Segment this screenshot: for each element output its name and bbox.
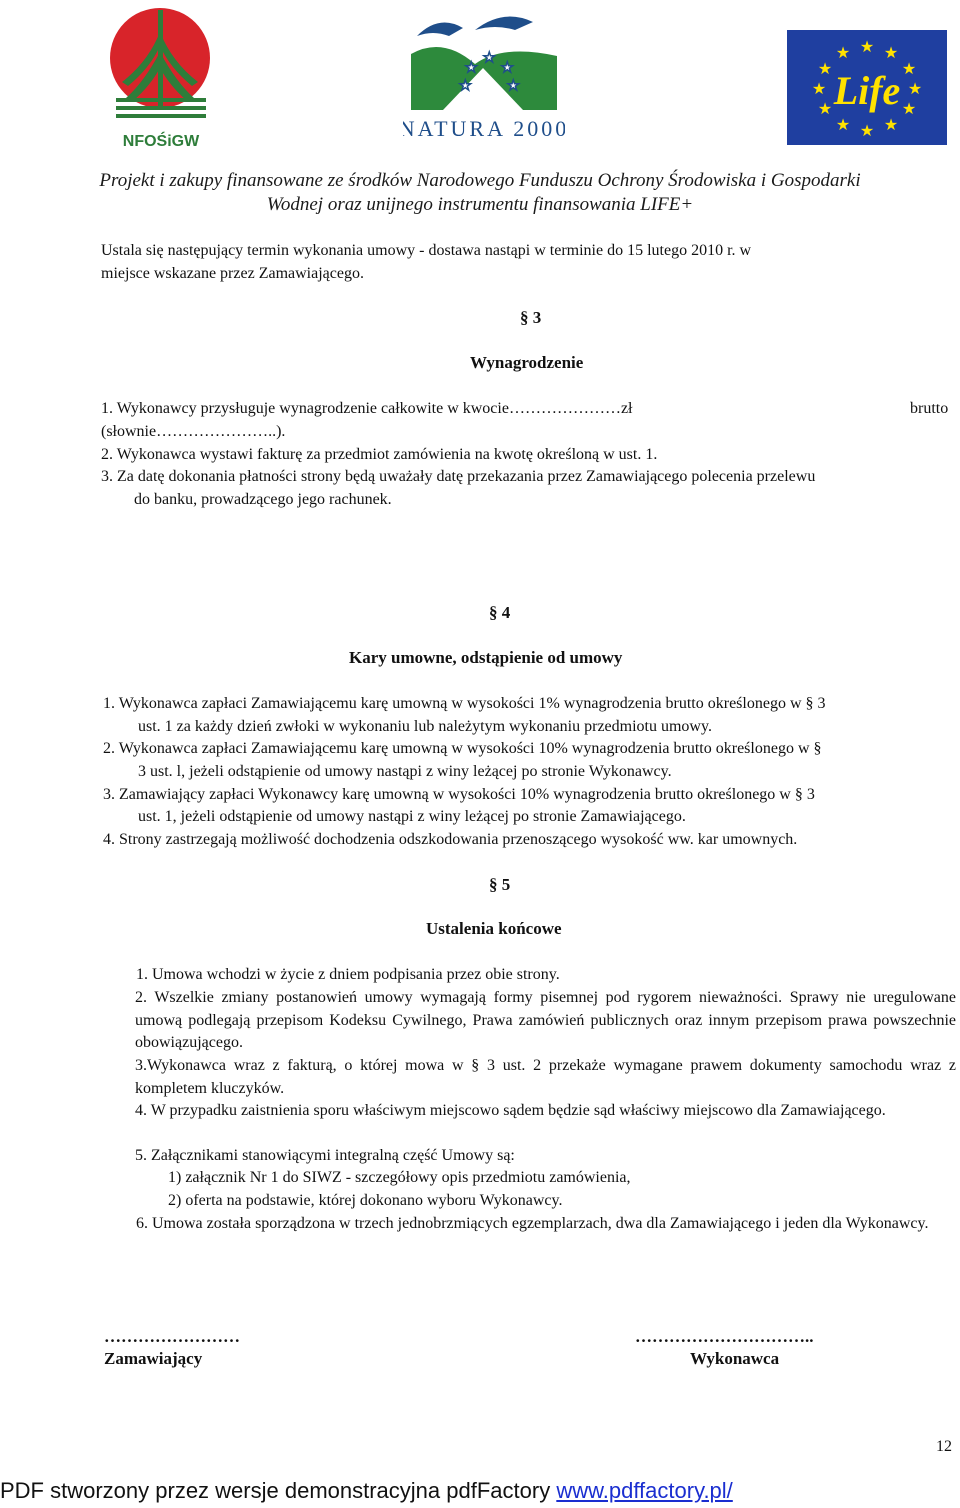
- svg-text:★: ★: [901, 59, 917, 78]
- sec4-item-1: 1. Wykonawca zapłaci Zamawiającemu karę umowną w wysokości 1% wynagrodzenia brutto określonego w § 3: [103, 695, 826, 712]
- sec5-item-2: 2. Wszelkie zmiany postanowień umowy wymagają formy pisemnej pod rygorem nieważności. Sprawy nie uregulowane umową podlegają przepisom Kodeksu Cywilnego, Prawa zamówień publicznych oraz innym przepisom prawa powszechnie obowiązującego.: [135, 989, 956, 1052]
- sec3-item-2: 2. Wykonawca wystawi fakturę za przedmiot zamówienia na kwotę określoną w ust. 1.: [101, 446, 658, 463]
- svg-text:★: ★: [907, 79, 923, 98]
- natura-2000-logo: [403, 6, 565, 142]
- svg-text:★: ★: [811, 79, 827, 98]
- intro-line-2: miejsce wskazane przez Zamawiającego.: [101, 265, 364, 282]
- nfosigw-logo-text: NFOŚiGW: [122, 133, 200, 150]
- svg-text:★: ★: [501, 61, 514, 76]
- sec3-item-1-brutto: brutto: [910, 400, 949, 417]
- life-logo-text: Life: [833, 68, 901, 113]
- signature-right-dots: …………………………..: [635, 1327, 814, 1346]
- sec5-item-1: 1. Umowa wchodzi w życie z dniem podpisania przez obie strony.: [136, 966, 560, 983]
- pdf-footer: [0, 1478, 733, 1504]
- section-4-title: Kary umowne, odstąpienie od umowy: [349, 648, 623, 667]
- page-number: 12: [936, 1438, 952, 1455]
- svg-text:★: ★: [883, 115, 899, 134]
- svg-text:★: ★: [817, 59, 833, 78]
- nfosigw-logo: [108, 2, 214, 152]
- svg-text:★: ★: [817, 99, 833, 118]
- sec3-item-1-slownie: (słownie…………………..).: [101, 423, 286, 440]
- sec5-item-5-sub-2: 2) oferta na podstawie, której dokonano wyboru Wykonawcy.: [168, 1192, 563, 1209]
- natura-logo-text: NATURA 2000: [403, 116, 565, 141]
- sec5-item-5-sub-1: 1) załącznik Nr 1 do SIWZ - szczegółowy opis przedmiotu zamówienia,: [168, 1169, 631, 1186]
- section-5-title: Ustalenia końcowe: [426, 919, 562, 938]
- svg-text:★: ★: [883, 43, 899, 62]
- signature-right-label: Wykonawca: [690, 1349, 780, 1368]
- svg-text:★: ★: [859, 37, 875, 56]
- pdffactory-link[interactable]: www.pdffactory.pl/: [556, 1478, 733, 1503]
- sec3-item-1: 1. Wykonawcy przysługuje wynagrodzenie całkowite w kwocie…………………zł: [101, 400, 633, 417]
- pdf-footer-text: PDF stworzony przez wersje demonstracyjna pdfFactory: [0, 1478, 557, 1503]
- sec3-item-3: 3. Za datę dokonania płatności strony będą uważały datę przekazania przez Zamawiającego polecenia przelewu: [101, 468, 816, 485]
- intro-line-1: Ustala się następujący termin wykonania umowy - dostawa nastąpi w terminie do 15 lutego 2010 r. w: [101, 242, 752, 259]
- svg-text:★: ★: [483, 51, 496, 66]
- signature-left-label: Zamawiający: [104, 1349, 203, 1368]
- sec3-item-3-cont: do banku, prowadzącego jego rachunek.: [134, 491, 392, 508]
- svg-text:★: ★: [835, 43, 851, 62]
- svg-text:★: ★: [901, 99, 917, 118]
- header-line-1: Projekt i zakupy finansowane ze środków Narodowego Funduszu Ochrony Środowiska i Gospodarki: [99, 170, 861, 191]
- sec4-item-2: 2. Wykonawca zapłaci Zamawiającemu karę umowną w wysokości 10% wynagrodzenia brutto określonego w §: [103, 740, 822, 757]
- sec4-item-3-cont: ust. 1, jeżeli odstąpienie od umowy nastąpi z winy leżącej po stronie Zamawiającego.: [138, 808, 686, 825]
- svg-text:★: ★: [859, 121, 875, 140]
- sec4-item-1-cont: ust. 1 za każdy dzień zwłoki w wykonaniu lub należytym wykonaniu przedmiotu umowy.: [138, 718, 712, 735]
- sec5-item-6: 6. Umowa została sporządzona w trzech jednobrzmiących egzemplarzach, dwa dla Zamawiającego i jeden dla Wykonawcy.: [136, 1215, 929, 1232]
- sec4-item-2-cont: 3 ust. l, jeżeli odstąpienie od umowy nastąpi z winy leżącej po stronie Wykonawcy.: [138, 763, 672, 780]
- sec5-item-5: 5. Załącznikami stanowiącymi integralną część Umowy są:: [135, 1147, 515, 1164]
- sec4-item-3: 3. Zamawiający zapłaci Wykonawcy karę umowną w wysokości 10% wynagrodzenia brutto określonego w § 3: [103, 786, 815, 803]
- section-4-heading: § 4: [489, 603, 511, 622]
- section-3-heading: § 3: [520, 308, 542, 327]
- svg-text:★: ★: [459, 79, 472, 94]
- svg-text:★: ★: [835, 115, 851, 134]
- svg-text:★: ★: [465, 61, 478, 76]
- sec5-item-4: 4. W przypadku zaistnienia sporu właściwym miejscowo sądem będzie sąd właściwy miejscowo dla Zamawiającego.: [135, 1102, 886, 1119]
- svg-text:★: ★: [507, 79, 520, 94]
- sec5-item-3: 3.Wykonawca wraz z fakturą, o której mowa w § 3 ust. 2 przekaże wymagane prawem dokumenty samochodu wraz z kompletem kluczyków.: [135, 1057, 956, 1097]
- header-line-2: Wodnej oraz unijnego instrumentu finansowania LIFE+: [266, 194, 694, 215]
- eu-life-logo: [787, 30, 947, 145]
- signature-left-dots: ……………………: [104, 1327, 240, 1346]
- section-3-title: Wynagrodzenie: [470, 353, 584, 372]
- sec4-item-4: 4. Strony zastrzegają możliwość dochodzenia odszkodowania przenoszącego wysokość ww. kar umownych.: [103, 831, 798, 848]
- section-5-heading: § 5: [489, 875, 511, 894]
